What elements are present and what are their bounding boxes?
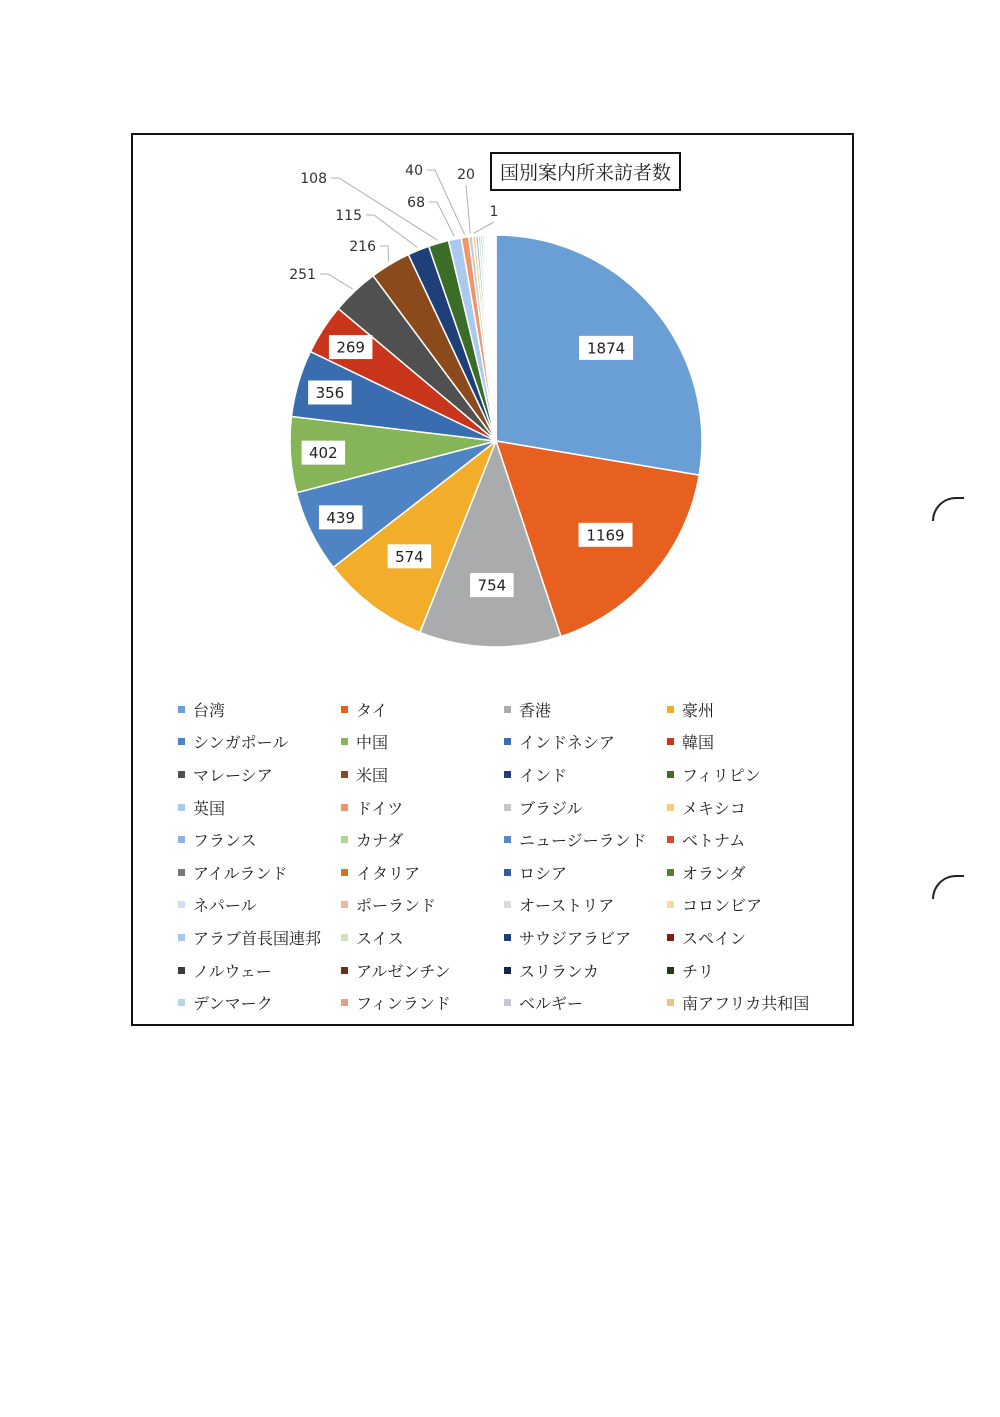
legend-label: フランス bbox=[193, 831, 257, 851]
legend-swatch bbox=[341, 706, 348, 713]
legend-item bbox=[178, 763, 338, 786]
legend-label: ドイツ bbox=[356, 798, 404, 818]
legend-swatch bbox=[178, 804, 185, 811]
legend-label: ベルギー bbox=[519, 994, 584, 1014]
legend-item bbox=[504, 926, 664, 949]
legend-swatch bbox=[667, 967, 674, 974]
data-label-11: 115 bbox=[335, 208, 362, 224]
data-label-7: 356 bbox=[315, 383, 345, 402]
legend-swatch bbox=[667, 771, 674, 778]
legend-swatch bbox=[667, 836, 674, 843]
legend-swatch bbox=[341, 738, 348, 745]
legend-label: ノルウェー bbox=[193, 961, 272, 981]
legend-item bbox=[178, 959, 338, 982]
legend-swatch bbox=[341, 869, 348, 876]
legend-label: 台湾 bbox=[193, 700, 226, 720]
leader-line-13 bbox=[429, 202, 454, 236]
legend-item bbox=[667, 991, 837, 1014]
legend-swatch bbox=[341, 901, 348, 908]
legend-item bbox=[178, 698, 338, 721]
legend-label: タイ bbox=[356, 700, 388, 720]
legend-swatch bbox=[504, 999, 511, 1006]
legend-item bbox=[341, 796, 501, 819]
legend-swatch bbox=[178, 738, 185, 745]
legend-swatch bbox=[504, 738, 511, 745]
legend-item bbox=[667, 796, 837, 819]
legend-item bbox=[341, 861, 501, 884]
legend-swatch bbox=[178, 771, 185, 778]
legend-swatch bbox=[504, 869, 511, 876]
chart-legend bbox=[178, 698, 838, 1014]
legend-item bbox=[504, 894, 664, 917]
legend-swatch bbox=[667, 738, 674, 745]
legend-swatch bbox=[667, 901, 674, 908]
data-label-14: 40 bbox=[405, 163, 423, 179]
legend-item bbox=[341, 698, 501, 721]
chart-title: 国別案内所来訪者数 bbox=[490, 152, 681, 191]
legend-label: アルゼンチン bbox=[356, 961, 451, 981]
data-label-16: 1 bbox=[489, 204, 499, 220]
legend-label: 香港 bbox=[519, 700, 552, 720]
data-label-1: 1874 bbox=[586, 339, 626, 358]
legend-swatch bbox=[178, 901, 185, 908]
legend-item bbox=[178, 861, 338, 884]
legend-item bbox=[667, 894, 837, 917]
data-label-6: 402 bbox=[309, 444, 338, 463]
legend-swatch bbox=[178, 934, 185, 941]
legend-label: ネパール bbox=[193, 896, 257, 916]
data-label-5: 439 bbox=[326, 508, 356, 527]
legend-item bbox=[178, 991, 338, 1014]
legend-item bbox=[341, 894, 501, 917]
legend-item bbox=[341, 731, 501, 754]
legend-label: サウジアラビア bbox=[519, 928, 632, 948]
legend-label: オランダ bbox=[682, 863, 746, 883]
legend-swatch bbox=[504, 804, 511, 811]
legend-item bbox=[667, 763, 837, 786]
legend-swatch bbox=[504, 771, 511, 778]
legend-item bbox=[341, 763, 501, 786]
legend-item bbox=[178, 796, 338, 819]
data-label-3: 754 bbox=[477, 576, 507, 595]
legend-item bbox=[667, 828, 837, 851]
legend-swatch bbox=[178, 706, 185, 713]
legend-swatch bbox=[178, 967, 185, 974]
legend-label: スイス bbox=[356, 928, 404, 948]
data-label-15: 20 bbox=[457, 167, 475, 183]
legend-label: インド bbox=[519, 765, 568, 785]
legend-label: アイルランド bbox=[193, 863, 288, 883]
legend-item bbox=[341, 959, 501, 982]
data-label-2: 1169 bbox=[586, 526, 625, 545]
legend-item bbox=[667, 926, 837, 949]
legend-item bbox=[341, 828, 501, 851]
legend-swatch bbox=[504, 934, 511, 941]
pie-chart bbox=[133, 135, 852, 695]
legend-item bbox=[178, 894, 338, 917]
legend-label: シンガポール bbox=[193, 733, 289, 753]
data-label-10: 216 bbox=[349, 239, 376, 255]
legend-swatch bbox=[504, 706, 511, 713]
legend-label: ロシア bbox=[519, 863, 568, 883]
legend-label: チリ bbox=[682, 961, 715, 981]
legend-swatch bbox=[667, 999, 674, 1006]
legend-swatch bbox=[341, 999, 348, 1006]
data-label-9: 251 bbox=[289, 267, 316, 283]
legend-item bbox=[667, 959, 837, 982]
legend-label: フィリピン bbox=[682, 765, 761, 785]
legend-label: メキシコ bbox=[682, 798, 746, 818]
legend-swatch bbox=[178, 999, 185, 1006]
legend-item bbox=[178, 926, 338, 949]
legend-label: スリランカ bbox=[519, 961, 600, 981]
legend-label: 中国 bbox=[356, 733, 389, 753]
legend-label: デンマーク bbox=[193, 994, 273, 1014]
legend-item bbox=[504, 959, 664, 982]
legend-label: ブラジル bbox=[519, 798, 583, 818]
legend-swatch bbox=[667, 706, 674, 713]
legend-label: ベトナム bbox=[682, 831, 746, 851]
legend-item bbox=[341, 926, 501, 949]
legend-label: 韓国 bbox=[682, 733, 715, 753]
legend-swatch bbox=[341, 771, 348, 778]
legend-swatch bbox=[341, 836, 348, 843]
legend-label: インドネシア bbox=[519, 733, 615, 753]
legend-item bbox=[667, 698, 837, 721]
data-label-4: 574 bbox=[395, 547, 424, 566]
legend-swatch bbox=[504, 836, 511, 843]
legend-swatch bbox=[504, 901, 511, 908]
legend-label: フィンランド bbox=[356, 994, 451, 1014]
legend-label: 豪州 bbox=[682, 700, 715, 720]
legend-label: イタリア bbox=[356, 863, 421, 883]
data-label-8: 269 bbox=[336, 338, 365, 357]
leader-line-10 bbox=[380, 246, 389, 262]
legend-swatch bbox=[667, 934, 674, 941]
legend-label: 米国 bbox=[356, 765, 389, 785]
legend-item bbox=[341, 991, 501, 1014]
leader-line-9 bbox=[320, 274, 353, 289]
legend-label: アラブ首長国連邦 bbox=[193, 928, 322, 948]
legend-item bbox=[504, 828, 664, 851]
data-label-13: 68 bbox=[407, 195, 425, 211]
legend-item bbox=[178, 731, 338, 754]
legend-swatch bbox=[341, 934, 348, 941]
binder-hole-mark-top bbox=[932, 497, 964, 521]
legend-swatch bbox=[178, 836, 185, 843]
legend-swatch bbox=[341, 804, 348, 811]
legend-swatch bbox=[667, 804, 674, 811]
legend-item bbox=[667, 731, 837, 754]
legend-item bbox=[504, 698, 664, 721]
legend-item bbox=[504, 796, 664, 819]
legend-item bbox=[667, 861, 837, 884]
legend-swatch bbox=[667, 869, 674, 876]
legend-label: オーストリア bbox=[519, 896, 615, 916]
legend-label: ポーランド bbox=[356, 896, 437, 916]
legend-label: 英国 bbox=[193, 798, 226, 818]
binder-hole-mark-bottom bbox=[932, 875, 964, 899]
legend-label: ニュージーランド bbox=[519, 831, 647, 851]
legend-label: カナダ bbox=[356, 831, 404, 851]
chart-frame bbox=[131, 133, 854, 1026]
legend-label: コロンビア bbox=[682, 896, 763, 916]
legend-label: 南アフリカ共和国 bbox=[682, 994, 810, 1014]
legend-item bbox=[504, 861, 664, 884]
leader-line-16 bbox=[474, 222, 494, 233]
legend-item bbox=[504, 731, 664, 754]
legend-swatch bbox=[504, 967, 511, 974]
legend-swatch bbox=[178, 869, 185, 876]
legend-label: スペイン bbox=[682, 928, 747, 948]
legend-item bbox=[178, 828, 338, 851]
legend-item bbox=[504, 991, 664, 1014]
legend-item bbox=[504, 763, 664, 786]
data-label-12: 108 bbox=[300, 171, 327, 187]
leader-line-15 bbox=[466, 185, 470, 234]
legend-label: マレーシア bbox=[193, 765, 273, 785]
legend-swatch bbox=[341, 967, 348, 974]
